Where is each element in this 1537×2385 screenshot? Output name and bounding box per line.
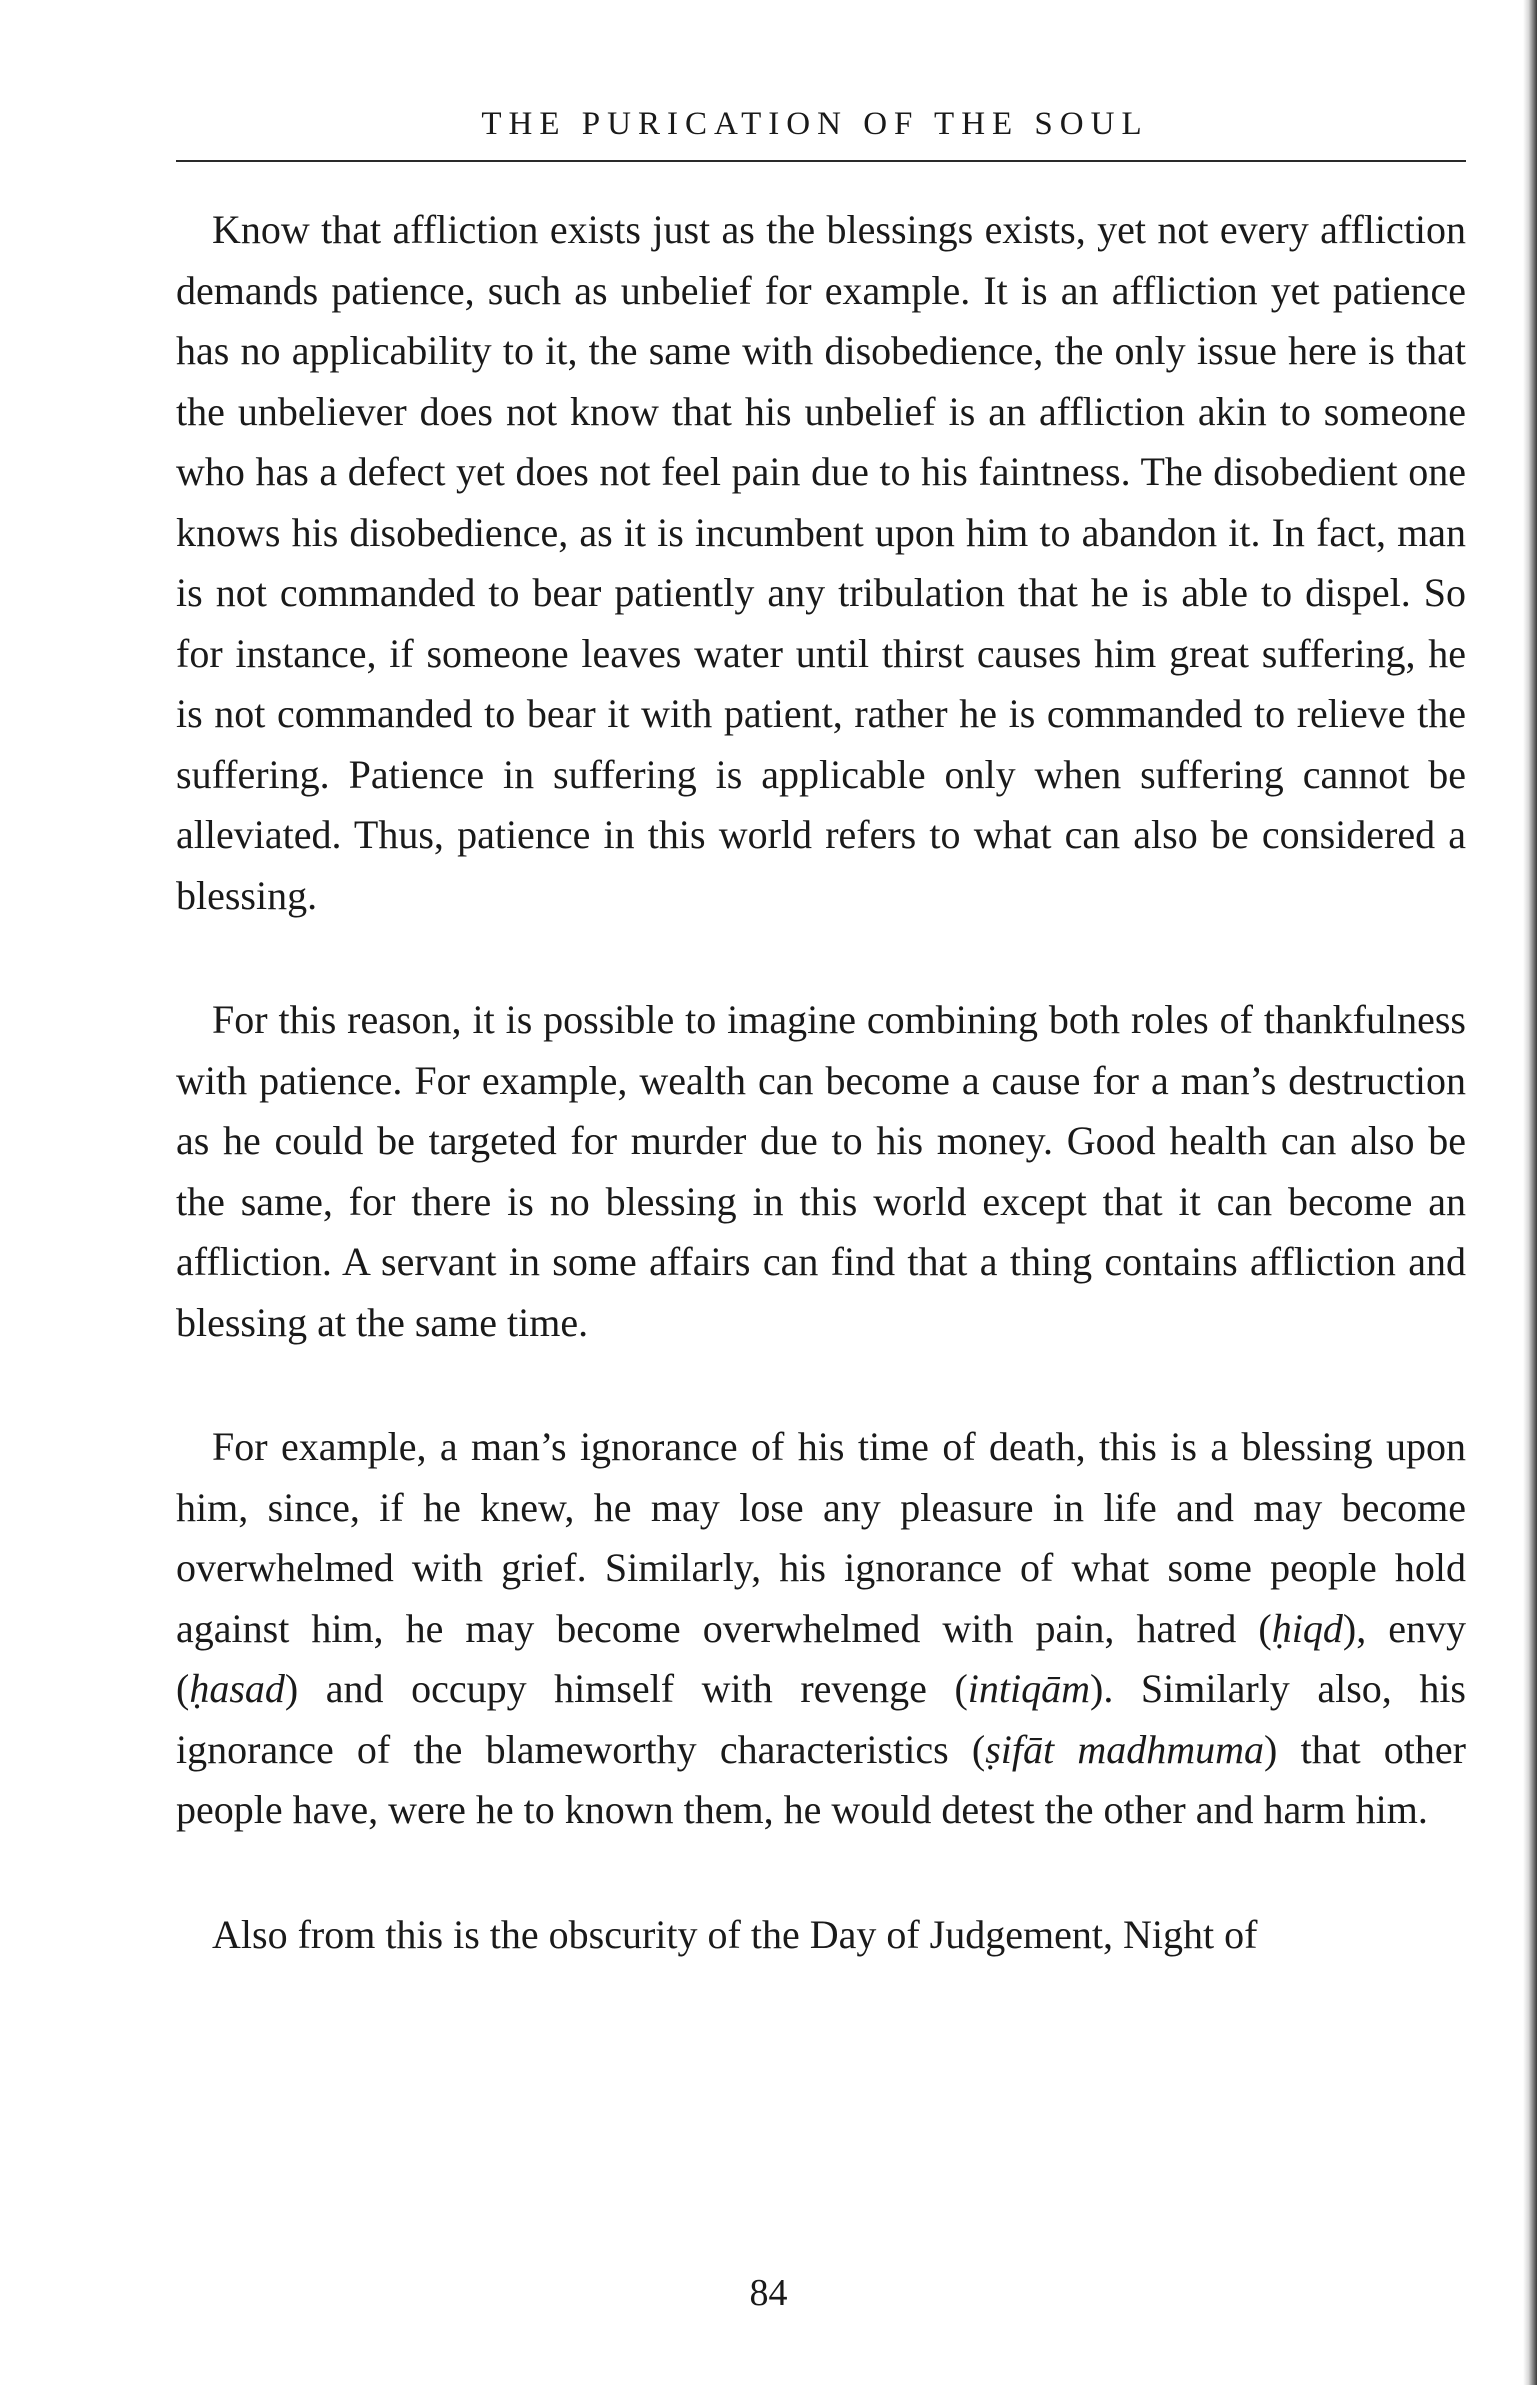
paragraph-ignorance-as-blessing [176,1417,1466,1841]
term-sifat-madhmuma: ṣifāt madhmuma [985,1726,1265,1772]
term-hiqd: ḥiqd [1271,1605,1343,1651]
paragraph-text: ). Similarly also, his ignorance of the blameworthy characteristics ( [176,1666,1467,1772]
term-hasad: ḥasad [189,1666,285,1711]
paragraph-text: ) and occupy himself with revenge ( [284,1666,968,1711]
paragraph-obscurity-day-of-judgement [176,1905,1466,1966]
term-intiqam: intiqām [967,1666,1091,1711]
header-rule [176,160,1466,162]
paragraph-text: Also from this is the obscurity of the Day of Judgement, Night of [212,1911,1258,1957]
body-text [176,200,1466,1965]
paragraph-text: Know that affliction exists just as the blessings exists, yet not every affliction demands patience, such as unbelief for example. It is an affliction yet patience has no applicability to it, the same with disobedience, the only issue here is that the unbeliever does not know that his unbelief is an affliction akin to someone who has a defect yet does not feel pain due to his faintness. The disobedient one knows his disobedience, as it is incumbent upon him to abandon it. In fact, man is not commanded to bear patiently any tribulation that he is able to dispel. So for instance, if someone leaves water until thirst causes him great suffering, he is not commanded to bear it with patient, rather he is commanded to relieve the suffering. Patience in suffering is applicable only when suffering cannot be alleviated. Thus, patience in this world refers to what can also be considered a blessing. [176,207,1466,918]
running-header: THE PURICATION OF THE SOUL [481,106,1149,142]
paragraph-text: For this reason, it is possible to imagine combining both roles of thankfulness with patience. For example, wealth can become a cause for a man’s destruction as he could be targeted for murder due to his money. Good health can also be the same, for there is no blessing in this world except that it can become an affliction. A servant in some affairs can find that a thing contains affliction and blessing at the same time. [176,997,1466,1345]
paragraph-text: ), envy ( [176,1605,1466,1711]
paragraph-thankfulness-with-patience [176,990,1466,1353]
paragraph-affliction-and-patience [176,200,1466,926]
page-edge-shadow [1523,0,1537,2385]
page-number: 84 [749,2272,788,2314]
paragraph-text: ) that other people have, were he to known them, he would detest the other and harm him. [176,1726,1466,1832]
paragraph-text: For example, a man’s ignorance of his time of death, this is a blessing upon him, since, if he knew, he may lose any pleasure in life and may become overwhelmed with grief. Similarly, his ignorance of what some people hold against him, he may become overwhelmed with pain, hatred ( [176,1424,1466,1651]
